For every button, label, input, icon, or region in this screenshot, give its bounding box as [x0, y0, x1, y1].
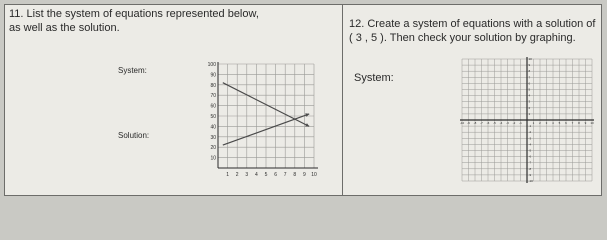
x-tick-label: -1 — [519, 121, 522, 125]
y-tick-label: -9 — [528, 172, 532, 177]
q11-system-label: System: — [118, 66, 147, 75]
y-tick-label: -6 — [528, 154, 532, 159]
x-tick-label: 10 — [590, 121, 594, 125]
x-tick-label: 3 — [245, 172, 249, 178]
x-tick-label: 1 — [226, 172, 229, 178]
x-tick-label: 6 — [565, 121, 567, 125]
chart-grid — [218, 64, 314, 168]
x-tick-label: 5 — [558, 121, 561, 125]
x-tick-label: 9 — [303, 172, 306, 178]
column-divider — [342, 4, 343, 196]
y-tick-label: 100 — [207, 62, 216, 68]
x-tick-label: 2 — [539, 121, 541, 125]
x-tick-label: 8 — [578, 121, 580, 125]
y-tick-label: -5 — [528, 148, 532, 153]
y-tick-label: 60 — [210, 103, 216, 110]
q12-coordinate-grid — [458, 55, 596, 185]
x-tick-label: 9 — [584, 121, 587, 125]
y-tick-label: -7 — [528, 160, 532, 165]
y-tick-label: 7 — [528, 75, 531, 80]
y-tick-label: 8 — [528, 69, 531, 74]
q12-prompt-line1: 12. Create a system of equations with a solution of — [349, 18, 596, 30]
y-tick-label: -1 — [528, 124, 532, 129]
x-tick-label: 4 — [255, 172, 258, 178]
x-tick-label: 7 — [283, 172, 287, 178]
x-tick-label: 4 — [552, 121, 554, 125]
y-tick-label: 50 — [210, 114, 216, 120]
y-tick-label: 6 — [528, 81, 531, 86]
y-tick-label: -10 — [528, 179, 533, 183]
q11-prompt-line1: 11. List the system of equations represented below, — [9, 8, 259, 20]
x-tick-label: 2 — [235, 172, 239, 178]
y-tick-label: 3 — [528, 99, 531, 104]
q11-prompt-line2: as well as the solution. — [9, 22, 120, 34]
x-tick-label: -8 — [473, 121, 477, 125]
y-tick-label: 4 — [528, 93, 531, 98]
chart-axes — [218, 62, 318, 168]
x-tick-labels — [226, 172, 317, 178]
x-tick-label: -3 — [506, 121, 509, 125]
q11-line-graph — [196, 58, 338, 184]
x-tick-label: -6 — [486, 121, 490, 125]
y-tick-label: 10 — [210, 155, 216, 162]
y-tick-label: 2 — [528, 105, 531, 110]
x-tick-label: 7 — [571, 121, 574, 125]
y-tick-label: 30 — [210, 134, 216, 141]
y-tick-label: 40 — [210, 124, 216, 131]
x-tick-label: 8 — [293, 172, 297, 178]
x-tick-label: -10 — [459, 121, 465, 125]
y-tick-label: -8 — [528, 166, 532, 171]
y-tick-labels — [208, 62, 217, 162]
y-tick-label: 10 — [528, 57, 532, 61]
y-tick-label: 80 — [210, 82, 216, 89]
y-tick-label: -4 — [528, 142, 532, 147]
x-tick-label: 10 — [311, 172, 317, 178]
x-tick-label: -2 — [512, 121, 516, 125]
x-tick-label: -7 — [480, 121, 483, 125]
x-tick-label: 5 — [264, 172, 268, 178]
y-tick-label: 90 — [210, 72, 216, 79]
x-tick-label: -5 — [493, 121, 496, 125]
q11-solution-label: Solution: — [118, 131, 150, 140]
q12-system-label: System: — [354, 72, 394, 84]
x-tick-label: -4 — [499, 121, 503, 125]
y-tick-label: 9 — [528, 63, 531, 68]
x-tick-label: 6 — [274, 172, 277, 178]
y-tick-label: 5 — [528, 87, 531, 92]
y-tick-label: 1 — [528, 111, 531, 116]
y-tick-label: -2 — [528, 130, 532, 135]
x-tick-label: 1 — [532, 121, 535, 125]
y-tick-label: -3 — [528, 136, 532, 141]
y-tick-label: 70 — [210, 93, 216, 100]
x-tick-label: 3 — [545, 121, 548, 125]
q12-prompt-line2: ( 3 , 5 ). Then check your solution by graphing. — [349, 32, 576, 44]
x-tick-label: -9 — [467, 121, 470, 125]
y-tick-label: 20 — [210, 145, 216, 152]
